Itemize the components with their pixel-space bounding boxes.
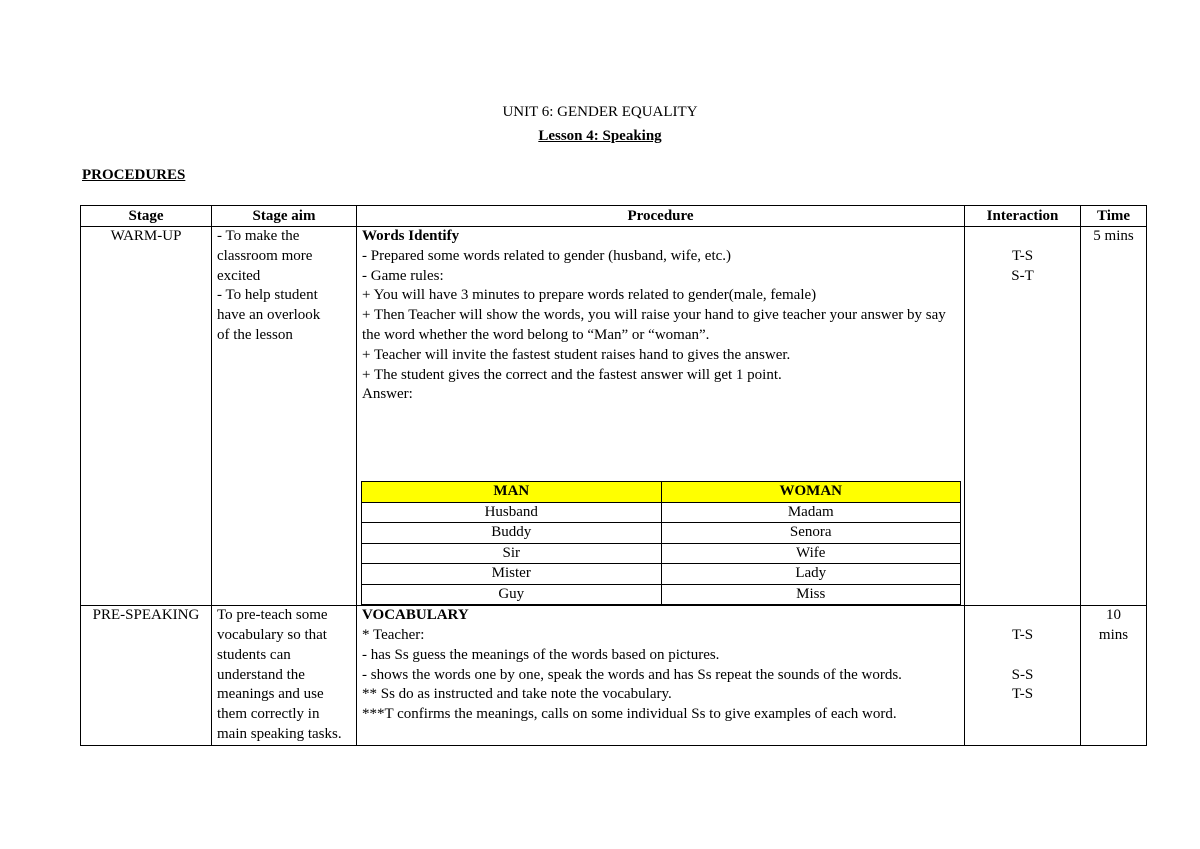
prespeaking-interaction [965,606,1081,746]
answer-cell: Madam [661,502,961,523]
procedure-line: + You will have 3 minutes to prepare words related to gender(male, female) [362,287,817,304]
procedure-line: ** Ss do as instructed and take note the vocabulary. [362,686,672,703]
answer-cell: Sir [362,543,662,564]
answer-table-header [362,482,961,503]
answer-cell: Senora [661,523,961,544]
column-header-time: Time [1081,206,1147,227]
warmup-aim-line: of the lesson [217,326,293,343]
table-row [362,584,961,605]
procedure-line: + Teacher will invite the fastest student raises hand to gives the answer. [362,346,791,363]
answer-header-woman: WOMAN [661,482,961,503]
answer-cell: Buddy [362,523,662,544]
table-row [362,502,961,523]
warmup-procedure [357,227,965,606]
interaction-value: S-S [1011,666,1034,683]
interaction-value: T-S [1011,686,1034,703]
procedure-line: ***T confirms the meanings, calls on some individual Ss to give examples of each word. [362,706,897,723]
warmup-aim [212,227,357,606]
procedure-line: - shows the words one by one, speak the words and has Ss repeat the sounds of the words. [362,666,902,683]
procedure-line: Answer: [362,386,413,403]
lesson-title: Lesson 4: Speaking [538,128,662,144]
header-row [81,206,1147,227]
warmup-row [81,227,1147,606]
table-row [362,523,961,544]
answer-cell: Husband [362,502,662,523]
column-header-procedure: Procedure [357,206,965,227]
interaction-value: T-S [1011,626,1034,643]
table-row [362,564,961,585]
answer-cell: Guy [362,584,662,605]
warmup-aim-line: - To make the [217,228,300,244]
procedure-line: + Then Teacher will show the words, you will raise your hand to give teacher your answer by say the word whether the word belong to “Man” or “woman”. [362,307,946,343]
column-header-stage: Stage [81,206,212,227]
answer-cell: Wife [661,543,961,564]
procedure-line: + The student gives the correct and the fastest answer will get 1 point. [362,366,782,383]
procedure-line: * Teacher: [362,626,425,643]
warmup-time: 5 mins [1081,227,1147,606]
procedures-table [80,205,1147,746]
interaction-value: T-S [1011,247,1034,264]
warmup-aim-line: classroom more [217,247,313,264]
prespeaking-row [81,606,1147,746]
prespeaking-stage: PRE-SPEAKING [81,606,212,746]
prespeaking-time [1081,606,1147,746]
warmup-aim-line: excited [217,267,261,284]
section-title: PROCEDURES [82,167,186,183]
prespeaking-time-value: 10 mins [1098,607,1129,643]
prespeaking-procedure [357,606,965,746]
warmup-interaction [965,227,1081,606]
procedure-line: - Prepared some words related to gender (husband, wife, etc.) [362,247,732,264]
answer-table [361,481,961,605]
warmup-procedure-title: Words Identify [362,228,460,244]
warmup-stage: WARM-UP [81,227,212,606]
column-header-interaction: Interaction [965,206,1081,227]
prespeaking-procedure-title: VOCABULARY [362,607,469,624]
procedure-line: - Game rules: [362,267,444,284]
procedure-line: - has Ss guess the meanings of the words based on pictures. [362,646,720,663]
warmup-aim-line: have an overlook [217,307,321,324]
table-row [362,543,961,564]
answer-cell: Lady [661,564,961,585]
answer-cell: Mister [362,564,662,585]
warmup-aim-line: - To help student [217,287,318,304]
interaction-value: S-T [1011,267,1034,284]
answer-header-man: MAN [362,482,662,503]
unit-title: UNIT 6: GENDER EQUALITY [502,104,698,120]
prespeaking-aim: To pre-teach some vocabulary so that students can understand the meanings and use them correctly in main speaking tasks. [212,606,357,746]
answer-cell: Miss [661,584,961,605]
column-header-stage-aim: Stage aim [212,206,357,227]
